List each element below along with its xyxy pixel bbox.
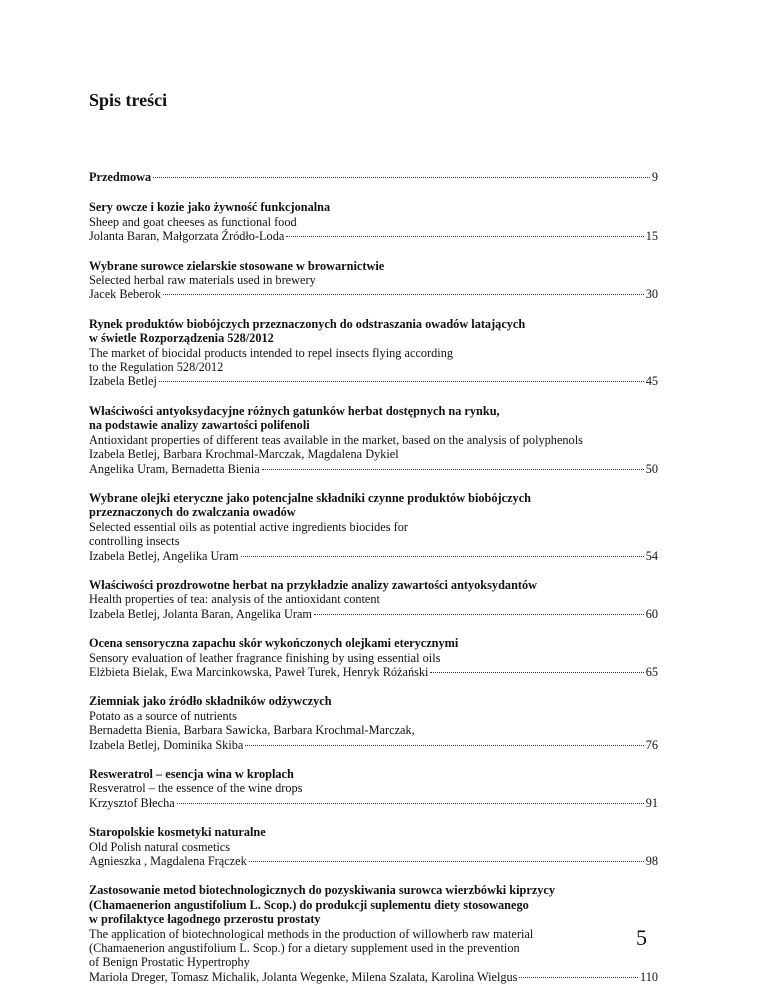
dot-leader [286, 236, 643, 237]
toc-authors: Mariola Dreger, Tomasz Michalik, Jolanta Wegenke, Milena Szalata, Karolina Wielgus [89, 969, 518, 984]
toc-polish-title: Właściwości prozdrowotne herbat na przykładzie analizy zawartości antyoksydantów [89, 577, 538, 592]
toc-page-number: 50 [645, 461, 658, 476]
toc-entry [89, 636, 658, 679]
toc-english-title: Antioxidant properties of different teas available in the market, based on the analysis of polyphenols [89, 432, 583, 447]
toc-english-title: Selected herbal raw materials used in brewery [89, 273, 316, 288]
toc-authors: Jacek Beberok [89, 287, 162, 302]
toc-english-title: Sensory evaluation of leather fragrance finishing by using essential oils [89, 650, 441, 665]
toc-leader-row [89, 665, 658, 679]
toc-entry [89, 767, 658, 810]
dot-leader [177, 803, 644, 804]
dot-leader [314, 614, 644, 615]
toc-authors: Izabela Betlej [89, 374, 157, 389]
toc-english-title: The application of biotechnological methods in the production of willowherb raw material [89, 926, 534, 941]
dot-leader [430, 672, 643, 673]
toc-entry [89, 825, 658, 868]
toc-page-number: 91 [645, 795, 658, 810]
toc-leader-row [89, 170, 658, 184]
dot-leader [262, 469, 644, 470]
toc-authors: Agnieszka , Magdalena Frączek [89, 854, 247, 869]
toc-polish-title: Właściwości antyoksydacyjne różnych gatunków herbat dostępnych na rynku, [89, 403, 500, 418]
toc-english-title: The market of biocidal products intended to repel insects flying according [89, 345, 454, 360]
toc-polish-title: przeznaczonych do zwalczania owadów [89, 505, 296, 520]
toc-entry [89, 404, 658, 476]
toc-leader-row [89, 796, 658, 810]
toc-polish-title: Zastosowanie metod biotechnologicznych do pozyskiwania surowca wierzbówki kiprzycy [89, 883, 556, 898]
toc-page-number: 98 [645, 854, 658, 869]
page-number: 5 [636, 925, 647, 950]
toc-authors: Izabela Betlej, Dominika Skiba [89, 737, 244, 752]
toc-polish-title: Wybrane surowce zielarskie stosowane w browarnictwie [89, 258, 385, 273]
toc-english-title: Potato as a source of nutrients [89, 708, 237, 723]
toc-leader-row [89, 549, 658, 563]
toc-leader-row [89, 374, 658, 388]
toc-english-title: to the Regulation 528/2012 [89, 360, 224, 375]
toc-polish-title: w profilaktyce łagodnego przerostu prostaty [89, 912, 321, 927]
toc-page-number: 9 [651, 170, 658, 184]
toc-english-title: Sheep and goat cheeses as functional food [89, 214, 297, 229]
dot-leader [163, 294, 644, 295]
toc-polish-title: Rynek produktów biobójczych przeznaczonych do odstraszania owadów latających [89, 316, 526, 331]
toc-authors: Bernadetta Bienia, Barbara Sawicka, Barbara Krochmal-Marczak, [89, 723, 415, 738]
toc-section-title: Przedmowa [89, 170, 152, 184]
dot-leader [241, 556, 644, 557]
toc-english-title: Old Polish natural cosmetics [89, 839, 231, 854]
toc-entry [89, 694, 658, 752]
toc-authors: Krzysztof Błecha [89, 795, 175, 810]
toc-polish-title: na podstawie analizy zawartości polifenoli [89, 418, 310, 433]
toc-leader-row [89, 970, 658, 984]
toc-polish-title: Staropolskie kosmetyki naturalne [89, 825, 266, 840]
toc-english-title: Resveratrol – the essence of the wine drops [89, 781, 303, 796]
toc-leader-row [89, 738, 658, 752]
dot-leader [159, 381, 644, 382]
toc-page-number: 30 [645, 287, 658, 302]
toc-entry [89, 883, 658, 984]
toc-english-title: of Benign Prostatic Hypertrophy [89, 955, 250, 970]
toc-entry [89, 578, 658, 621]
page-title: Spis treści [89, 90, 168, 110]
toc-page-number: 54 [645, 548, 658, 563]
toc-leader-row [89, 607, 658, 621]
toc-english-title: Selected essential oils as potential active ingredients biocides for [89, 519, 408, 534]
dot-leader [245, 745, 643, 746]
toc-polish-title: w świetle Rozporządzenia 528/2012 [89, 331, 274, 346]
toc-polish-title: Sery owcze i kozie jako żywność funkcjonalna [89, 200, 331, 215]
toc-english-title: Health properties of tea: analysis of the antioxidant content [89, 592, 380, 607]
toc-authors: Jolanta Baran, Małgorzata Źródło-Loda [89, 229, 285, 244]
dot-leader [519, 977, 638, 978]
toc-authors: Izabela Betlej, Barbara Krochmal-Marczak, Magdalena Dykiel [89, 447, 399, 462]
toc-polish-title: Wybrane olejki eteryczne jako potencjalne składniki czynne produktów biobójczych [89, 490, 532, 505]
toc-leader-row [89, 287, 658, 301]
toc-page-number: 60 [645, 606, 658, 621]
toc-leader-row [89, 229, 658, 243]
toc-page-number: 76 [645, 737, 658, 752]
toc-polish-title: Ocena sensoryczna zapachu skór wykończonych olejkami eterycznymi [89, 636, 459, 651]
toc-authors: Elżbieta Bielak, Ewa Marcinkowska, Paweł Turek, Henryk Różański [89, 664, 429, 679]
toc-authors: Izabela Betlej, Jolanta Baran, Angelika Uram [89, 606, 312, 621]
toc-page-number: 110 [640, 969, 658, 984]
toc-polish-title: Resweratrol – esencja wina w kroplach [89, 767, 294, 781]
toc-page-number: 15 [645, 229, 658, 244]
toc-page-number: 65 [645, 664, 658, 679]
toc-page-number: 45 [645, 374, 658, 389]
toc-leader-row [89, 462, 658, 476]
toc-entry [89, 491, 658, 563]
toc-entry [89, 317, 658, 389]
toc-entry [89, 170, 658, 184]
toc-authors: Izabela Betlej, Angelika Uram [89, 548, 239, 563]
toc-polish-title: (Chamaenerion angustifolium L. Scop.) do produkcji suplementu diety stosowanego [89, 897, 529, 912]
toc-authors: Angelika Uram, Bernadetta Bienia [89, 461, 260, 476]
dot-leader [249, 861, 644, 862]
table-of-contents [89, 170, 658, 999]
toc-polish-title: Ziemniak jako źródło składników odżywczych [89, 694, 332, 709]
toc-entry [89, 200, 658, 243]
dot-leader [153, 177, 650, 178]
toc-leader-row [89, 854, 658, 868]
toc-english-title: controlling insects [89, 534, 180, 549]
toc-english-title: (Chamaenerion angustifolium L. Scop.) for a dietary supplement used in the prevention [89, 941, 520, 956]
toc-entry [89, 259, 658, 302]
